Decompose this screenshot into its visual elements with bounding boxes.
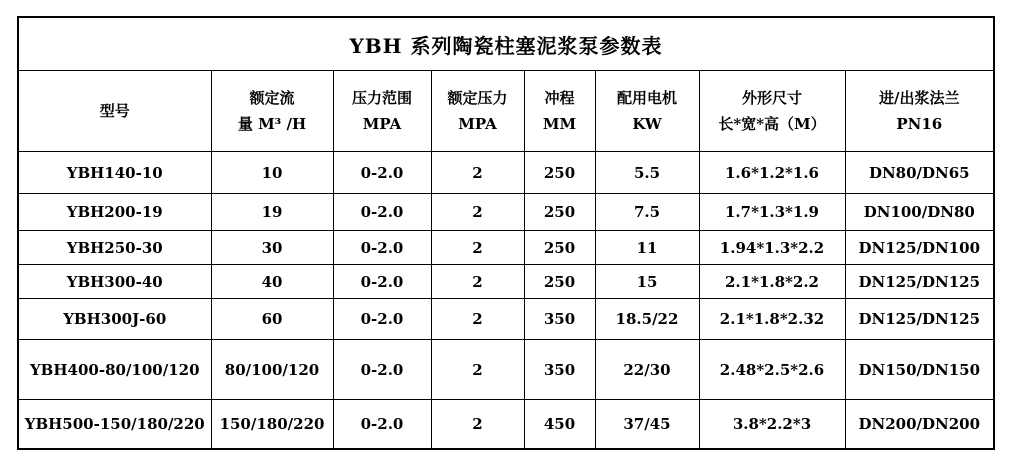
cell-flange: DN150/DN150: [845, 340, 994, 400]
cell-pressure-range: 0-2.0: [333, 152, 431, 194]
cell-pressure-range: 0-2.0: [333, 340, 431, 400]
cell-dimensions: 3.8*2.2*3: [699, 400, 845, 450]
cell-motor-power: 11: [595, 231, 699, 265]
table-row: [18, 340, 994, 400]
table-body: [18, 152, 994, 450]
cell-model: YBH200-19: [18, 194, 211, 231]
cell-motor-power: 5.5: [595, 152, 699, 194]
cell-rated-pressure: 2: [431, 265, 524, 299]
cell-flange: DN125/DN100: [845, 231, 994, 265]
cell-rated-pressure: 2: [431, 340, 524, 400]
header-line2: KW: [632, 115, 662, 133]
cell-rated-pressure: 2: [431, 400, 524, 450]
table-row: [18, 194, 994, 231]
cell-dimensions: 1.6*1.2*1.6: [699, 152, 845, 194]
cell-motor-power: 37/45: [595, 400, 699, 450]
cell-pressure-range: 0-2.0: [333, 400, 431, 450]
header-line1: 配用电机: [616, 88, 677, 107]
cell-flange: DN100/DN80: [845, 194, 994, 231]
cell-rated-pressure: 2: [431, 194, 524, 231]
cell-rated-pressure: 2: [431, 152, 524, 194]
header-line1: 进/出浆法兰: [879, 88, 960, 107]
cell-dimensions: 2.1*1.8*2.32: [699, 299, 845, 340]
header-line2: MM: [542, 115, 577, 133]
table-row: [18, 231, 994, 265]
column-header-motor-power: [595, 71, 699, 152]
cell-rated-flow: 40: [211, 265, 333, 299]
cell-model: YBH250-30: [18, 231, 211, 265]
cell-stroke: 350: [524, 340, 595, 400]
column-header-pressure-range: [333, 71, 431, 152]
cell-pressure-range: 0-2.0: [333, 194, 431, 231]
cell-rated-flow: 80/100/120: [211, 340, 333, 400]
cell-flange: DN125/DN125: [845, 299, 994, 340]
header-line1: 冲程: [544, 88, 575, 107]
cell-stroke: 350: [524, 299, 595, 340]
cell-motor-power: 15: [595, 265, 699, 299]
header-line1: 外形尺寸: [741, 88, 802, 107]
cell-stroke: 450: [524, 400, 595, 450]
cell-dimensions: 2.1*1.8*2.2: [699, 265, 845, 299]
cell-stroke: 250: [524, 231, 595, 265]
cell-model: YBH140-10: [18, 152, 211, 194]
title-row: [18, 17, 994, 71]
cell-motor-power: 18.5/22: [595, 299, 699, 340]
table-title: YBH 系列陶瓷柱塞泥浆泵参数表: [18, 17, 994, 71]
cell-flange: DN200/DN200: [845, 400, 994, 450]
cell-rated-flow: 10: [211, 152, 333, 194]
cell-rated-flow: 60: [211, 299, 333, 340]
header-line2: MPA: [458, 115, 497, 133]
cell-model: YBH400-80/100/120: [18, 340, 211, 400]
cell-rated-flow: 150/180/220: [211, 400, 333, 450]
cell-pressure-range: 0-2.0: [333, 265, 431, 299]
table-row: [18, 152, 994, 194]
cell-flange: DN80/DN65: [845, 152, 994, 194]
cell-pressure-range: 0-2.0: [333, 231, 431, 265]
cell-dimensions: 2.48*2.5*2.6: [699, 340, 845, 400]
cell-motor-power: 22/30: [595, 340, 699, 400]
column-header-model: [18, 71, 211, 152]
cell-motor-power: 7.5: [595, 194, 699, 231]
cell-stroke: 250: [524, 194, 595, 231]
header-line2: MPA: [362, 115, 402, 133]
cell-rated-pressure: 2: [431, 231, 524, 265]
column-header-rated-flow: [211, 71, 333, 152]
header-line2: 长*宽*高（M）: [718, 115, 826, 133]
header-line2: 量 M³ /H: [237, 115, 307, 133]
header-line1: 额定流: [249, 88, 295, 107]
table-row: [18, 265, 994, 299]
cell-rated-flow: 19: [211, 194, 333, 231]
column-header-dimensions: [699, 71, 845, 152]
cell-model: YBH300-40: [18, 265, 211, 299]
column-header-rated-pressure: [431, 71, 524, 152]
cell-dimensions: 1.7*1.3*1.9: [699, 194, 845, 231]
cell-flange: DN125/DN125: [845, 265, 994, 299]
header-line1: 额定压力: [447, 88, 508, 107]
cell-stroke: 250: [524, 152, 595, 194]
cell-stroke: 250: [524, 265, 595, 299]
column-header-flange: [845, 71, 994, 152]
cell-dimensions: 1.94*1.3*2.2: [699, 231, 845, 265]
table-row: [18, 400, 994, 450]
header-line2: PN16: [896, 115, 943, 133]
header-line1: 压力范围: [351, 88, 412, 107]
header-line1: 型号: [99, 101, 130, 120]
cell-rated-flow: 30: [211, 231, 333, 265]
cell-model: YBH300J-60: [18, 299, 211, 340]
column-header-stroke: [524, 71, 595, 152]
table-row: [18, 299, 994, 340]
cell-model: YBH500-150/180/220: [18, 400, 211, 450]
cell-rated-pressure: 2: [431, 299, 524, 340]
cell-pressure-range: 0-2.0: [333, 299, 431, 340]
pump-parameter-table: [17, 16, 995, 450]
header-row: [18, 71, 994, 152]
